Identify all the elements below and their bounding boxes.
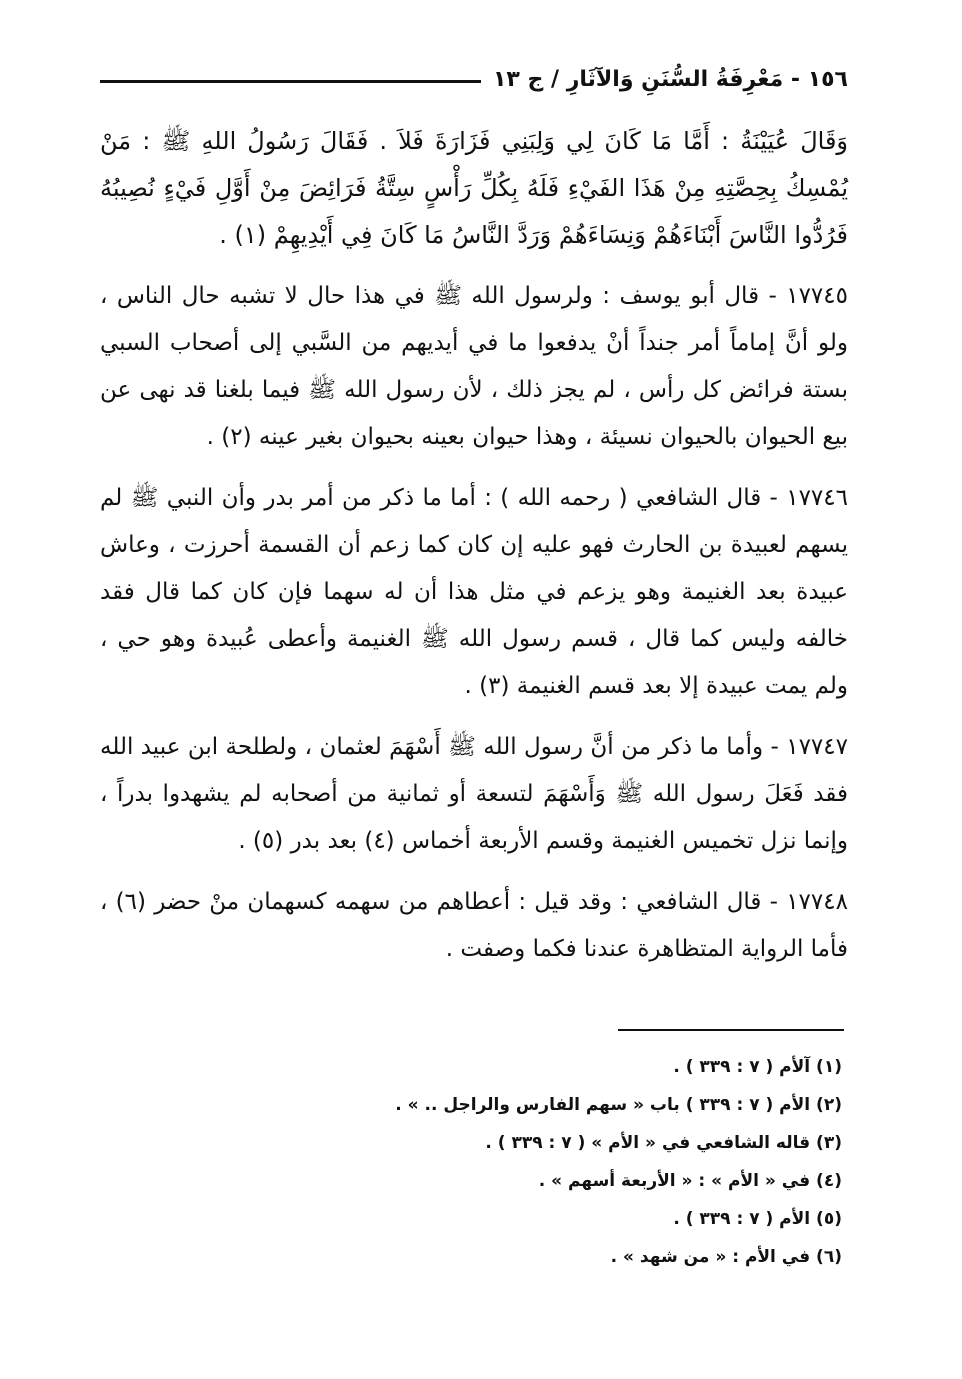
- header-title: ١٥٦ - مَعْرِفَةُ السُّنَنِ وَالآثَارِ / ج ١٣: [492, 66, 848, 92]
- paragraph-17745: ١٧٧٤٥ - قال أبو يوسف : ولرسول الله ﷺ في هذا حال لا تشبه حال الناس ، ولو أنَّ إماماً أمر جنداً أنْ يدفعوا ما في أيديهم من السَّبي إلى أصحاب السبي بستة فرائض كل رأس ، لم يجز ذلك ، لأن رسول الله ﷺ فيما بلغنا قد نهى عن بيع الحيوان بالحيوان نسيئة ، وهذا حيوان بعينه بحيوان بغير عينه (٢) .: [100, 283, 848, 450]
- main-text: [100, 118, 848, 987]
- footnote-separator: [618, 1029, 844, 1031]
- paragraph-17747: ١٧٧٤٧ - وأما ما ذكر من أنَّ رسول الله ﷺ أَسْهَمَ لعثمان ، ولطلحة ابن عبيد الله فقد فَعَلَ رسول الله ﷺ وَأَسْهَمَ لتسعة أو ثمانية من أصحابه لم يشهدوا بدراً ، وإنما نزل تخميس الغنيمة وقسم الأربعة أخماس (٤) بعد بدر (٥) .: [100, 734, 848, 854]
- footnote-6: (٦) في الأم : « من شهد » .: [610, 1247, 842, 1267]
- footnote-4: (٤) في « الأم » : « الأربعة أسهم » .: [538, 1171, 842, 1191]
- footnote-5: (٥) الأم ( ٧ : ٣٣٩ ) .: [673, 1209, 842, 1229]
- paragraph-hadith-text: وَقَالَ عُيَيْنَةُ : أَمَّا مَا كَانَ لِي وَلِبَنِي فَزَارَةَ فَلاَ . فَقَالَ رَسُولُ اللهِ ﷺ : مَنْ يُمْسِكُ بِحِصَّتِهِ مِنْ هَذَا الفَيْءِ فَلَهُ بِكُلِّ رَأْسٍ سِتَّةُ فَرَائِضَ مِنْ أَوَّلِ فَيْءٍ نُصِيبُهُ فَرُدُّوا النَّاسَ أَبْنَاءَهُمْ وَنِسَاءَهُمْ وَرَدَّ النَّاسُ مَا كَانَ فِي أَيْدِيهِمْ (١) .: [100, 127, 848, 249]
- running-header: [100, 62, 848, 96]
- paragraph-17746: ١٧٧٤٦ - قال الشافعي ( رحمه الله ) : أما ما ذكر من أمر بدر وأن النبي ﷺ لم يسهم لعبيدة بن الحارث فهو عليه إن كان كما زعم أن القسمة أحرزت ، وعاش عبيدة بعد الغنيمة وهو يزعم في مثل هذا أن له سهما فإن كان كما قال فقد خالفه وليس كما قال ، قسم رسول الله ﷺ الغنيمة وأعطى عُبيدة وهو حي ، ولم يمت عبيدة إلا بعد قسم الغنيمة (٣) .: [100, 485, 848, 699]
- footnote-2: (٢) الأم ( ٧ : ٣٣٩ ) باب « سهم الفارس والراجل .. » .: [395, 1095, 842, 1115]
- footnotes: [202, 1048, 842, 1276]
- paragraph-17748: ١٧٧٤٨ - قال الشافعي : وقد قيل : أعطاهم من سهمه كسهمان منْ حضر (٦) ، فأما الرواية المتظاهرة عندنا فكما وصفت .: [100, 889, 848, 962]
- footnote-3: (٣) قاله الشافعي في « الأم » ( ٧ : ٣٣٩ ) .: [485, 1133, 842, 1153]
- header-rule: [100, 80, 481, 83]
- footnote-1: (١) آلأم ( ٧ : ٣٣٩ ) .: [673, 1057, 842, 1077]
